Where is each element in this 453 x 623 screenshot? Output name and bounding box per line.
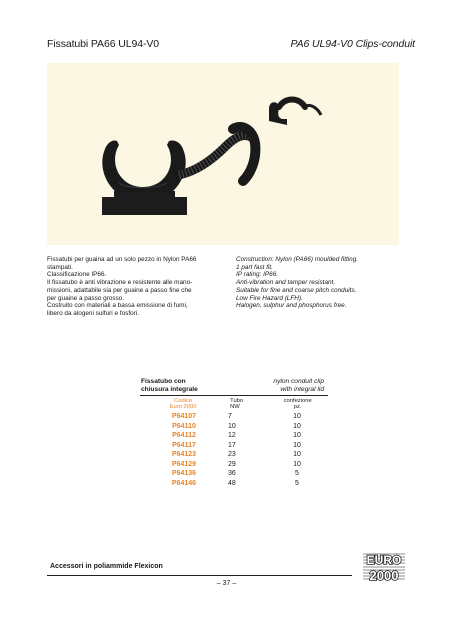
description-line: per guaine a passo grosso. [47, 294, 125, 302]
product-code: P64136 [171, 470, 197, 478]
column-header-line: Codice [174, 397, 193, 404]
table-title-line: Fissatubo con [141, 378, 186, 385]
description-line: Suitable for fine and coarse pitch conduits. [236, 286, 357, 294]
pack-quantity: 10 [293, 432, 301, 440]
tubo-size: 17 [228, 441, 236, 449]
euro-2000-logo [361, 551, 407, 583]
description-line: Low Fire Hazard (LFH). [236, 294, 303, 302]
product-code: P64110 [172, 422, 196, 430]
description-line: libero da alogeni sulfuri e fosfori. [47, 309, 140, 317]
page-title-italian: Fissatubi PA66 UL94-V0 [47, 38, 159, 50]
table-row [140, 469, 328, 479]
logo-text-2000: 2000 [369, 568, 399, 583]
column-header-code [140, 398, 226, 411]
table-body [140, 412, 328, 488]
description-line: Il fissatubo è anti vibrazione e resistente alle mano- [47, 279, 193, 287]
page-number: – 37 – [216, 580, 237, 587]
column-header-line: NW [230, 404, 240, 410]
logo-text-euro: EURO [366, 553, 402, 567]
page-title-english: PA6 UL94-V0 Clips-conduit [290, 38, 415, 50]
table-title-line: nylon conduit clip [273, 378, 324, 385]
description-italian [47, 256, 227, 318]
table-row [140, 450, 328, 460]
tubo-size: 48 [228, 479, 236, 487]
tubo-size: 10 [228, 422, 236, 430]
pack-quantity: 5 [295, 479, 299, 487]
product-code: P64112 [172, 432, 196, 440]
table-row [140, 441, 328, 451]
footer-divider [47, 575, 352, 576]
column-header-line: Tubo [230, 397, 244, 404]
column-header-line: Euro 2000 [169, 404, 197, 410]
table-row [140, 431, 328, 441]
pack-quantity: 10 [293, 413, 301, 421]
column-header-line: pz. [293, 404, 302, 410]
table-title-english [240, 378, 324, 394]
product-code: P64129 [171, 460, 197, 468]
description-line: Anti-vibration and tamper resistant. [236, 279, 336, 287]
description-line: missioni, adattabile sia per guaine a passo fine che [47, 286, 192, 294]
table-row [140, 479, 328, 489]
product-code: P64146 [171, 479, 197, 487]
product-table [140, 395, 328, 488]
column-header-tubo [226, 398, 267, 411]
tubo-size: 36 [228, 470, 236, 478]
table-title-line: with integral lid [280, 386, 324, 393]
footer-title: Accessori in poliammide Flexicon [50, 563, 163, 570]
description-line: Fissatubi per guaina ad un solo pezzo in Nylon PA66 [47, 256, 197, 263]
description-line: Costruito con materiali a bassa emissione di fumi, [47, 302, 188, 310]
column-header-confezione [267, 398, 328, 411]
table-row [140, 422, 328, 432]
pack-quantity: 10 [293, 441, 301, 449]
description-line: Halogen, sulphur and phosphorus free. [236, 302, 347, 310]
product-code: P64123 [171, 451, 197, 459]
pack-quantity: 10 [293, 451, 301, 459]
description-line: stampati. [47, 263, 73, 271]
table-header-row [140, 396, 328, 412]
tubo-size: 23 [228, 451, 236, 459]
table-row [140, 412, 328, 422]
column-header-line: confezione [283, 397, 312, 404]
description-english [236, 256, 406, 310]
product-code: P64107 [171, 413, 197, 421]
pack-quantity: 5 [295, 470, 299, 478]
product-code: P64117 [172, 441, 196, 449]
table-row [140, 460, 328, 470]
description-line: Construction: Nylon (PA66) moulded fitting. [236, 256, 359, 263]
description-line: 1 part fast fit. [236, 263, 273, 271]
pack-quantity: 10 [293, 422, 301, 430]
description-line: IP rating: IP66. [236, 271, 279, 279]
product-photo [47, 63, 399, 245]
tubo-size: 29 [228, 460, 236, 468]
description-line: Classificazione IP66. [47, 271, 107, 279]
table-title-italian [141, 378, 198, 394]
tubo-size: 7 [228, 413, 232, 421]
table-title-line: chiusura integrale [141, 386, 198, 393]
tubo-size: 12 [228, 432, 236, 440]
pack-quantity: 10 [293, 460, 301, 468]
